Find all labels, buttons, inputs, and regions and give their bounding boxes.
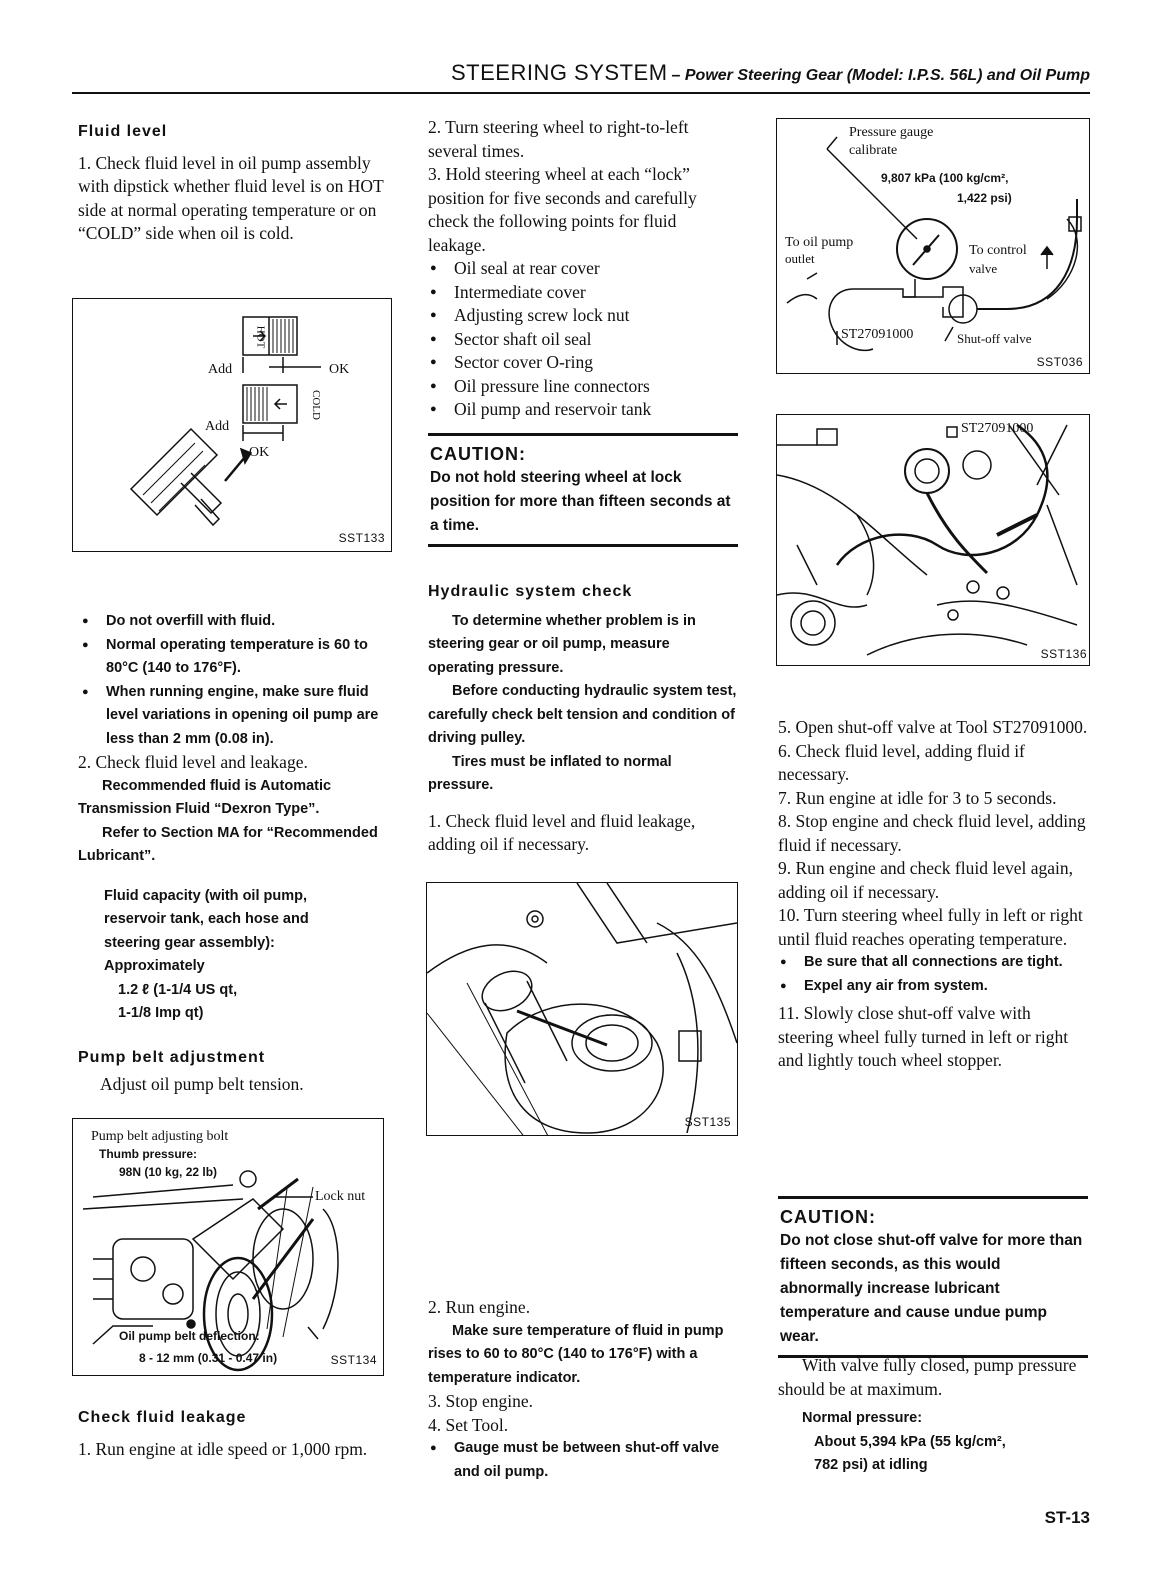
valve-closed-text: With valve fully closed, pump pressure should be at maximum. [778,1355,1077,1399]
column-3-steps [778,716,1090,1073]
header-subtitle: – Power Steering Gear (Model: I.P.S. 56L) and Oil Pump [671,67,1090,84]
figure-code-sst135: SST135 [684,1115,731,1129]
step-3-hold-wheel: 3. Hold steering wheel at each “lock” position for five seconds and carefully check the following points for fluid leakage. [428,164,697,255]
dipstick-illustration [73,299,391,551]
column-1-bottom [78,1406,390,1461]
column-1 [78,120,388,246]
leak-point-6: ● Oil pressure line connectors [428,375,738,399]
bullet-connections-tight: ● Be sure that all connections are tight. [778,951,1090,975]
pump-belt-bolt-label: Pump belt adjusting bolt [91,1129,229,1144]
header-rule [72,92,1090,94]
hydraulic-p3: Tires must be inflated to normal pressure. [428,753,672,793]
figure-code-sst136: SST136 [1040,647,1087,661]
fluid-level-step-1: 1. Check fluid level in oil pump assembly with dipstick whether fluid level is on HOT side at normal operating temperature or on “COLD” side when oil is cold. [78,152,384,243]
to-control-label: To control [969,243,1027,258]
leak-point-2: ● Intermediate cover [428,281,738,305]
header-title: STEERING SYSTEM [450,60,668,85]
caution-1-body: Do not hold steering wheel at lock position for more than fifteen seconds at a time. [430,469,731,534]
caution-box-1 [428,433,738,547]
step-11-close-valve: 11. Slowly close shut-off valve with steering wheel fully turned in left or right and lightly touch wheel stopper. [778,1003,1069,1070]
caution-1-title: CAUTION: [430,444,526,464]
dipstick-ok-label: OK [329,362,350,377]
leak-point-4: ● Sector shaft oil seal [428,328,738,352]
step-7-run-idle: 7. Run engine at idle for 3 to 5 seconds. [778,787,1057,808]
step-2-turn-wheel: 2. Turn steering wheel to right-to-left several times. [428,117,689,161]
column-1-lower [78,610,390,1097]
set-tool-step-4: 4. Set Tool. [428,1414,509,1435]
capacity-line-2: reservoir tank, each hose and [104,911,309,927]
lock-nut-label: Lock nut [315,1189,366,1204]
hydraulic-step-1: 1. Check fluid level and fluid leakage, adding oil if necessary. [428,810,696,854]
pressure-gauge-figure [776,118,1090,374]
refer-section-ma: Refer to Section MA for “Recommended Lubricant”. [78,824,378,864]
run-engine-step-2: 2. Run engine. [428,1297,531,1317]
leak-point-3: ● Adjusting screw lock nut [428,304,738,328]
step-6-check-level: 6. Check fluid level, adding fluid if necessary. [778,740,1025,784]
engine-tool-illustration [777,415,1089,665]
capacity-line-4: Approximately [104,958,205,974]
step-2-check-leakage: 2. Check fluid level and leakage. [78,752,308,772]
step-5-open-valve: 5. Open shut-off valve at Tool ST27091000. [778,717,1088,737]
pressure-gauge-label: Pressure gauge [849,125,934,140]
hydraulic-p2: Before conducting hydraulic system test, carefully check belt tension and condition of driving pulley. [428,683,737,746]
column-2-bottom [428,1296,738,1484]
bullet-running-engine: ● When running engine, make sure fluid level variations in opening oil pump are less than 2 mm (0.08 in). [78,681,390,752]
figure-code-sst134: SST134 [330,1353,377,1367]
caution-box-2 [778,1196,1088,1358]
step-10-turn-wheel: 10. Turn steering wheel fully in left or right until fluid reaches operating temperature. [778,905,1083,949]
capacity-line-1: Fluid capacity (with oil pump, [104,887,308,904]
reservoir-illustration [427,883,737,1135]
hydraulic-p1: To determine whether problem is in steering gear or oil pump, measure operating pressure. [428,612,696,676]
capacity-line-5: 1.2 ℓ (1-1/4 US qt, [118,981,238,998]
recommended-fluid: Recommended fluid is Automatic Transmission Fluid “Dexron Type”. [78,777,332,817]
tool-number-label: ST27091000 [841,327,914,342]
hydraulic-check-heading: Hydraulic system check [428,583,633,600]
belt-deflection-value: 8 - 12 mm (0.31 - 0.47 in) [139,1351,278,1365]
thumb-force-value: 98N (10 kg, 22 lb) [119,1165,218,1179]
gauge-psi-value: 1,422 psi) [957,191,1012,205]
dipstick-cold-label: COLD [309,390,322,420]
fluid-level-heading: Fluid level [78,123,168,140]
outlet-label: outlet [785,251,815,266]
calibrate-label: calibrate [849,143,898,158]
temperature-note: Make sure temperature of fluid in pump rises to 60 to 80°C (140 to 176°F) with a temperature indicator. [428,1322,724,1386]
hydraulic-check-section [428,580,738,857]
step-8-stop-engine: 8. Stop engine and check fluid level, adding fluid if necessary. [778,811,1086,855]
bullet-overfill: ● Do not overfill with fluid. [78,610,390,634]
valve-label: valve [969,261,998,276]
capacity-line-6: 1-1/8 Imp qt) [118,1005,204,1021]
dipstick-add-label-2: Add [205,419,230,434]
pump-belt-heading: Pump belt adjustment [78,1048,266,1066]
pump-belt-text: Adjust oil pump belt tension. [100,1074,304,1094]
bullet-expel-air: ● Expel any air from system. [778,975,1090,999]
reservoir-figure [426,882,738,1136]
bullet-normal-temp: ● Normal operating temperature is 60 to 80°C (140 to 176°F). [78,634,390,681]
leak-point-7: ● Oil pump and reservoir tank [428,398,738,422]
figure-code-sst133: SST133 [338,531,385,545]
dipstick-figure [72,298,392,552]
check-leakage-heading: Check fluid leakage [78,1409,247,1426]
engine-tool-figure [776,414,1090,666]
thumb-pressure-label: Thumb pressure: [99,1147,198,1161]
leak-point-1: ● Oil seal at rear cover [428,257,738,281]
belt-deflection-label: Oil pump belt deflection: [119,1329,260,1343]
engine-tool-label: ST27091000 [961,421,1034,436]
figure-code-sst036: SST036 [1036,355,1083,369]
normal-pressure-label: Normal pressure: [802,1410,923,1426]
capacity-line-3: steering gear assembly): [104,934,275,951]
normal-pressure-value-2: 782 psi) at idling [814,1457,928,1473]
normal-pressure-value: About 5,394 kPa (55 kg/cm², [814,1433,1006,1450]
gauge-pressure-value: 9,807 kPa (100 kg/cm², [881,171,1009,185]
column-3-bottom [778,1354,1090,1478]
gauge-bullet: ● Gauge must be between shut-off valve and oil pump. [428,1437,738,1484]
column-2 [428,116,738,422]
stop-engine-step-3: 3. Stop engine. [428,1391,533,1411]
leak-point-5: ● Sector cover O-ring [428,351,738,375]
to-oil-pump-label: To oil pump [785,235,854,250]
page-number: ST-13 [1044,1508,1090,1527]
dipstick-add-label: Add [208,362,233,377]
dipstick-ok-label-2: OK [249,445,270,460]
page-header [451,60,1090,86]
caution-2-title: CAUTION: [780,1207,876,1227]
caution-2-body: Do not close shut-off valve for more than fifteen seconds, as this would abnormally increase lubricant temperature and cause undue pump wear. [780,1232,1083,1345]
pump-belt-figure [72,1118,384,1376]
dipstick-hot-label: HOT [254,325,267,349]
shutoff-valve-label: Shut-off valve [957,331,1032,346]
step-9-run-again: 9. Run engine and check fluid level again, adding oil if necessary. [778,858,1073,902]
fluid-capacity [78,885,390,1026]
leak-step-1: 1. Run engine at idle speed or 1,000 rpm. [78,1438,368,1459]
